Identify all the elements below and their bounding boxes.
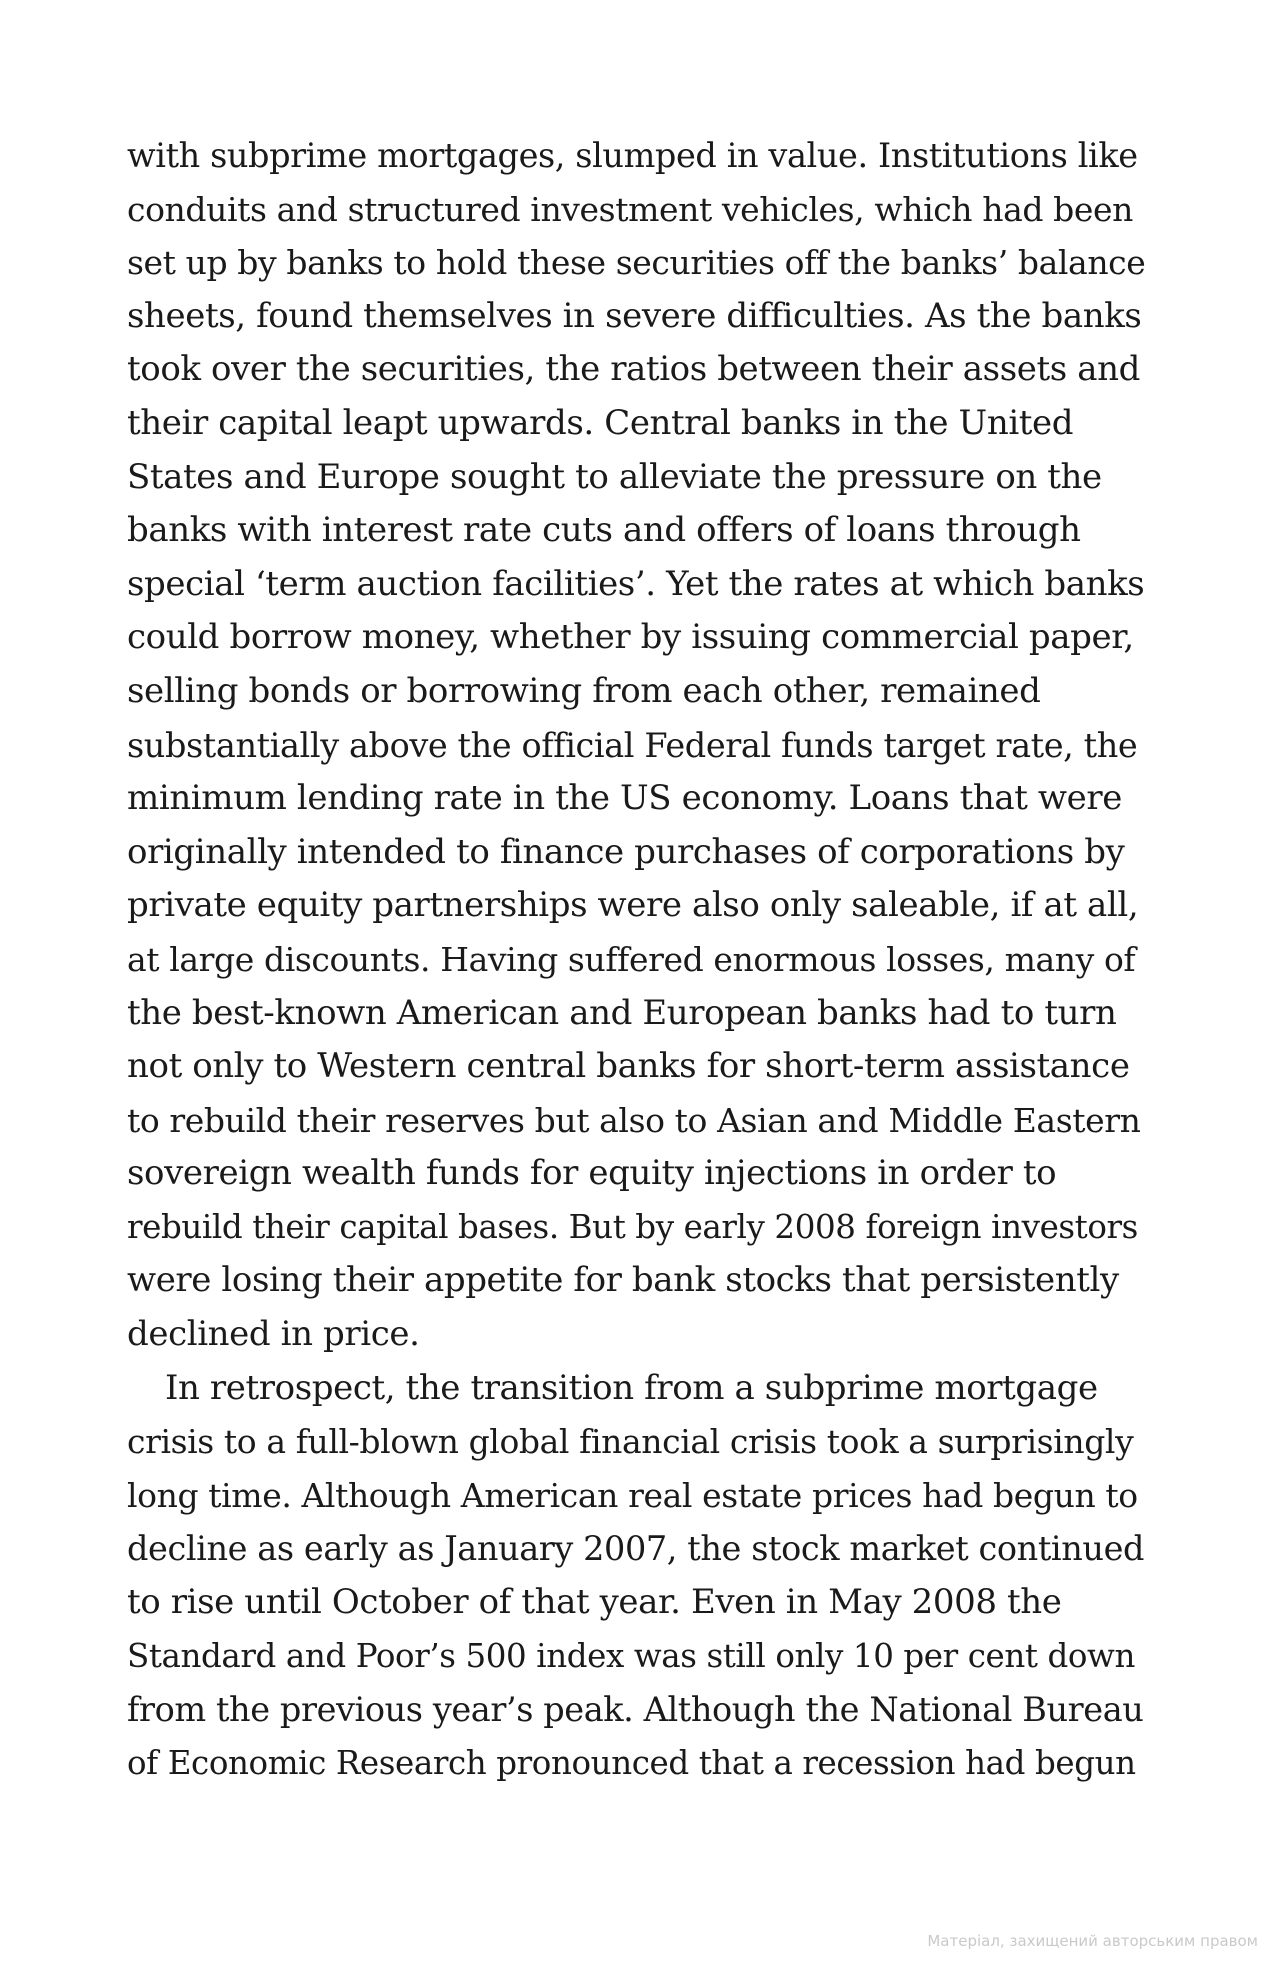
- text-line: of Economic Research pronounced that a recession had begun: [127, 1743, 1136, 1782]
- text-line: long time. Although American real estate prices had begun to: [127, 1475, 1138, 1515]
- text-line: crisis to a full-blown global financial crisis took a surprisingly: [127, 1422, 1134, 1462]
- text-line: Standard and Poor’s 500 index was still only 10 per cent down: [127, 1636, 1135, 1675]
- text-line: rebuild their capital bases. But by early 2008 foreign investors: [127, 1207, 1138, 1246]
- text-line: at large discounts. Having suffered enormous losses, many of: [127, 939, 1136, 979]
- text-line: originally intended to finance purchases of corporations by: [127, 831, 1125, 872]
- text-line: banks with interest rate cuts and offers of loans through: [127, 510, 1081, 551]
- text-line: to rebuild their reserves but also to Asian and Middle Eastern: [127, 1100, 1141, 1140]
- text-line: with subprime mortgages, slumped in value. Institutions like: [127, 136, 1138, 175]
- text-line: took over the securities, the ratios between their assets and: [127, 349, 1140, 390]
- text-line: conduits and structured investment vehicles, which had been: [127, 189, 1134, 229]
- text-line: could borrow money, whether by issuing commercial paper,: [127, 617, 1134, 658]
- text-line: In retrospect, the transition from a subprime mortgage: [165, 1367, 1098, 1408]
- text-line: the best-known American and European banks had to turn: [127, 992, 1117, 1033]
- copyright-watermark: Матеріал, захищений авторським правом: [927, 1932, 1258, 1950]
- text-line: private equity partnerships were also only saleable, if at all,: [127, 885, 1139, 926]
- text-line: their capital leapt upwards. Central banks in the United: [127, 402, 1074, 443]
- text-line: from the previous year’s peak. Although the National Bureau: [127, 1690, 1144, 1730]
- text-line: substantially above the official Federal funds target rate, the: [127, 725, 1138, 765]
- text-line: sheets, found themselves in severe difficulties. As the banks: [127, 295, 1142, 336]
- text-line: were losing their appetite for bank stocks that persistently: [127, 1260, 1119, 1301]
- text-line: set up by banks to hold these securities off the banks’ balance: [127, 243, 1146, 283]
- text-line: decline as early as January 2007, the stock market continued: [127, 1529, 1145, 1569]
- text-line: selling bonds or borrowing from each other, remained: [127, 670, 1041, 711]
- text-line: to rise until October of that year. Even in May 2008 the: [127, 1582, 1062, 1623]
- body-text: [127, 129, 1147, 1790]
- text-line: declined in price.: [127, 1314, 420, 1355]
- text-line: special ‘term auction facilities’. Yet the rates at which banks: [127, 563, 1145, 604]
- text-line: sovereign wealth funds for equity injections in order to: [127, 1153, 1057, 1194]
- text-line: States and Europe sought to alleviate the pressure on the: [127, 456, 1102, 497]
- text-line: minimum lending rate in the US economy. Loans that were: [127, 778, 1122, 819]
- text-line: not only to Western central banks for short-term assistance: [127, 1046, 1130, 1087]
